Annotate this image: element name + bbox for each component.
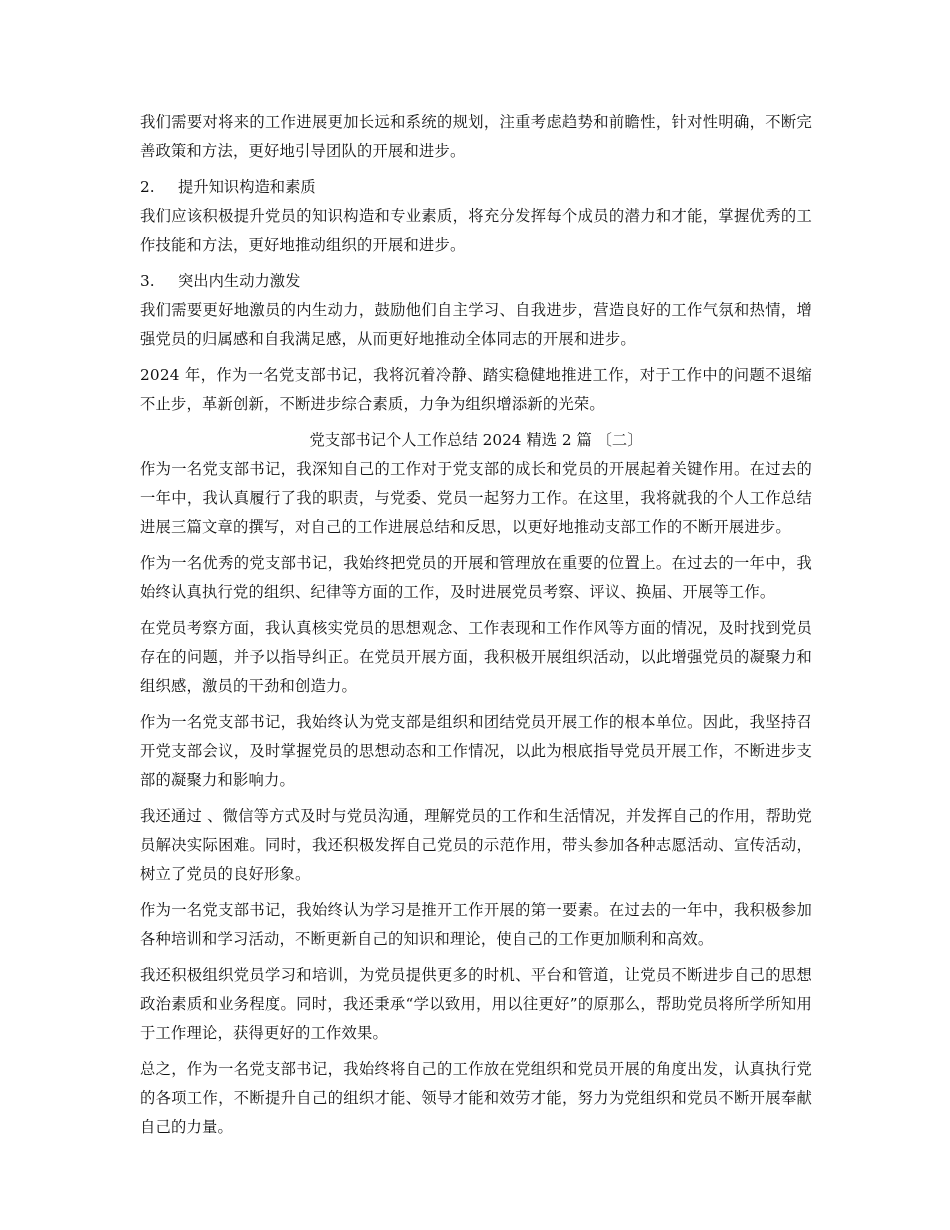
section-number: 2. <box>140 178 155 196</box>
paragraph: 2024 年，作为一名党支部书记，我将沉着冷静、踏实稳健地推进工作，对于工作中的问题不退缩不止步，革新创新，不断进步综合素质，力争为组织增添新的光荣。 <box>140 366 812 413</box>
paragraph: 作为一名党支部书记，我深知自己的工作对于党支部的成长和党员的开展起着关键作用。在过去的一年中，我认真履行了我的职责，与党委、党员一起努力工作。在这里，我将就我的个人工作总结进展三篇文章的撰写，对自己的工作进展总结和反思，以更好地推动支部工作的不断开展进步。 <box>140 460 812 536</box>
paragraph: 作为一名党支部书记，我始终认为党支部是组织和团结党员开展工作的根本单位。因此，我坚持召开党支部会议，及时掌握党员的思想动态和工作情况，以此为根底指导党员开展工作，不断进步支部的凝聚力和影响力。 <box>140 713 812 789</box>
paragraph: 在党员考察方面，我认真核实党员的思想观念、工作表现和工作作风等方面的情况，及时找到党员存在的问题，并予以指导纠正。在党员开展方面，我积极开展组织活动，以此增强党员的凝聚力和组织感，激员的干劲和创造力。 <box>140 619 812 695</box>
section-title: 突出内生动力激发 <box>178 272 301 290</box>
section-heading <box>140 173 812 202</box>
document-page <box>140 108 812 1149</box>
paragraph: 我们应该积极提升党员的知识构造和专业素质，将充分发挥每个成员的潜力和才能，掌握优秀的工作技能和方法，更好地推动组织的开展和进步。 <box>140 207 812 254</box>
paragraph: 总之，作为一名党支部书记，我始终将自己的工作放在党组织和党员开展的角度出发，认真执行党的各项工作，不断提升自己的组织才能、领导才能和效劳才能，努力为党组织和党员不断开展奉献自己的力量。 <box>140 1060 812 1136</box>
paragraph: 作为一名优秀的党支部书记，我始终把党员的开展和管理放在重要的位置上。在过去的一年中，我始终认真执行党的组织、纪律等方面的工作，及时进展党员考察、评议、换届、开展等工作。 <box>140 554 812 601</box>
paragraph: 我们需要对将来的工作进展更加长远和系统的规划，注重考虑趋势和前瞻性，针对性明确，不断完善政策和方法，更好地引导团队的开展和进步。 <box>140 113 812 160</box>
section-heading <box>140 267 812 296</box>
paragraph: 作为一名党支部书记，我始终认为学习是推开工作开展的第一要素。在过去的一年中，我积极参加各种培训和学习活动，不断更新自己的知识和理论，使自己的工作更加顺利和高效。 <box>140 901 812 948</box>
paragraph: 我还积极组织党员学习和培训，为党员提供更多的时机、平台和管道，让党员不断进步自己的思想政治素质和业务程度。同时，我还秉承“学以致用，用以往更好”的原那么，帮助党员将所学所知用于工作理论，获得更好的工作效果。 <box>140 966 812 1042</box>
section-title: 提升知识构造和素质 <box>178 178 316 196</box>
paragraph: 我们需要更好地激员的内生动力，鼓励他们自主学习、自我进步，营造良好的工作气氛和热情，增强党员的归属感和自我满足感，从而更好地推动全体同志的开展和进步。 <box>140 301 812 348</box>
document-title: 党支部书记个人工作总结 2024 精选 2 篇 〔二〕 <box>309 431 643 449</box>
section-number: 3. <box>140 272 155 290</box>
paragraph: 我还通过 、微信等方式及时与党员沟通，理解党员的工作和生活情况，并发挥自己的作用，帮助党员解决实际困难。同时，我还积极发挥自己党员的示范作用，带头参加各种志愿活动、宣传活动，树立了党员的良好形象。 <box>140 807 812 883</box>
